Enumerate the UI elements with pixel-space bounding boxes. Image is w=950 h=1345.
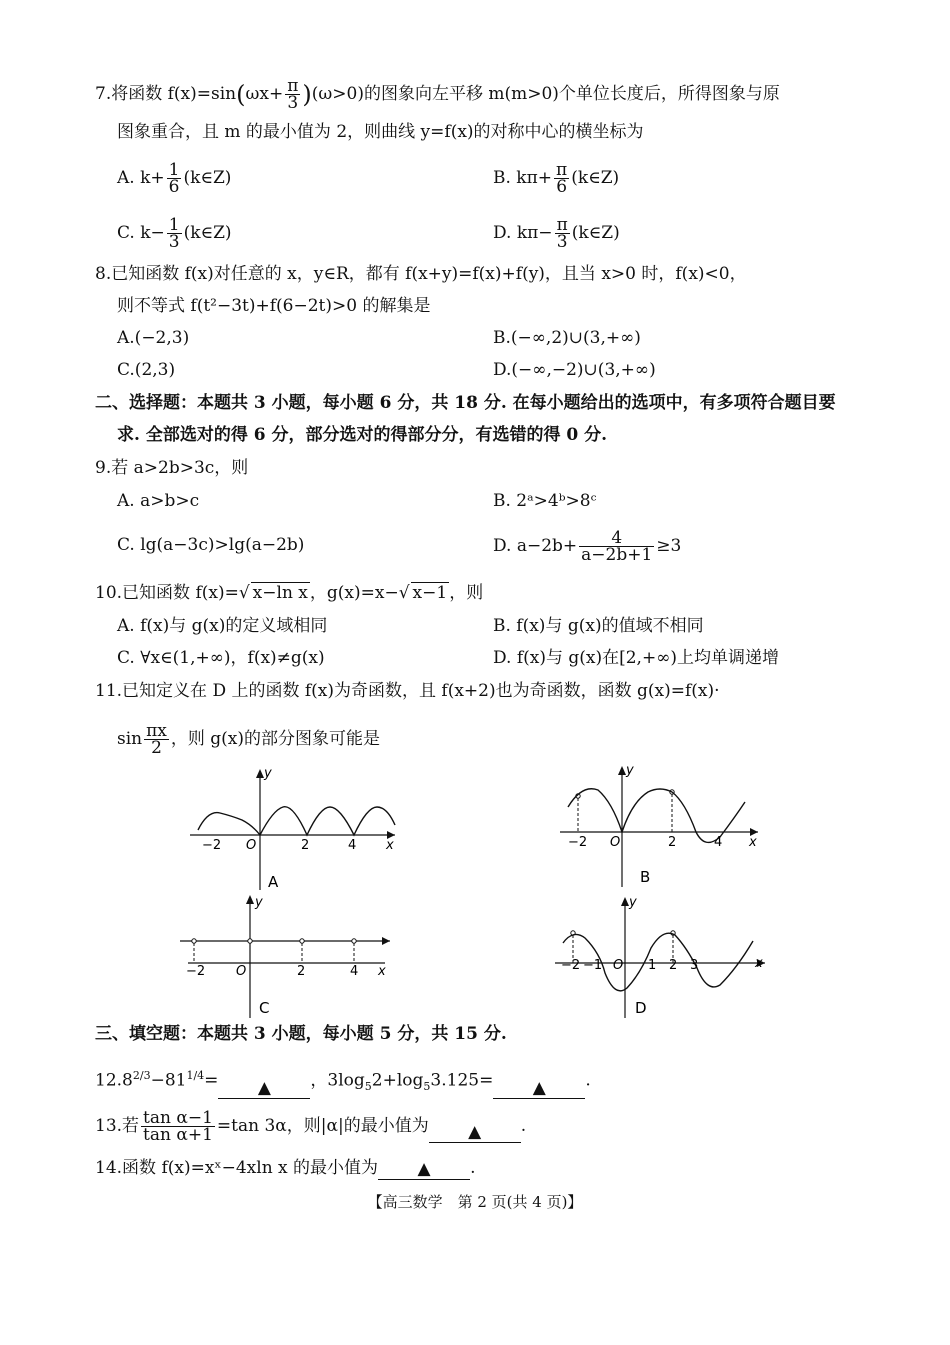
origin-label: O bbox=[610, 835, 621, 850]
triangle-marker-icon: ▲ bbox=[468, 1122, 482, 1142]
q7-option-b: B. kπ+ $\frac{\pi}{6}$ (k∈Z) bbox=[493, 160, 620, 197]
x-label: x bbox=[378, 964, 386, 979]
q10-option-b: B. f(x)与 g(x)的值域不相同 bbox=[493, 616, 704, 636]
fraction: $\frac{1}{3}$ bbox=[168, 215, 180, 252]
q12-stem: $12.8^{2/3}-81^{1/4}=$ ▲ ，$3\log_52+\log_53.125=$ ▲ . bbox=[95, 1069, 591, 1099]
q7-text: 7.将函数 f(x)=sin bbox=[95, 84, 237, 104]
q7-text: (ω>0)的图象向左平移 m(m>0)个单位长度后，所得图象与原 bbox=[311, 84, 780, 104]
q9-option-c: C. lg(a−3c)>lg(a−2b) bbox=[117, 535, 305, 555]
q8-stem-line1: 8.已知函数 f(x)对任意的 x，y∈R，都有 f(x+y)=f(x)+f(y)，且当 x>0 时，f(x)<0， bbox=[95, 264, 747, 284]
q7-stem-line1: 7.将函数 f(x)=sin(ωx+ $\frac{\pi}{3}$ )(ω>0)的图象向左平移 m(m>0)个单位长度后，所得图象与原 bbox=[95, 76, 780, 113]
tick-label: 2 bbox=[669, 958, 678, 973]
q14-stem: 14.函数 f(x)=xˣ−4xln x 的最小值为 ▲ . bbox=[95, 1158, 476, 1179]
tick-label: 4 bbox=[348, 838, 357, 853]
curve bbox=[198, 807, 395, 835]
fraction: $\frac{\pi x}{2}$ bbox=[146, 721, 167, 758]
y-axis-arrow bbox=[256, 769, 264, 778]
q8-option-a: A.(−2,3) bbox=[117, 328, 190, 348]
graph-a bbox=[190, 765, 410, 895]
q9-stem: 9.若 a>2b>3c，则 bbox=[95, 458, 249, 478]
fraction: $\frac{\text{tan α−1}}{\text{tan α+1}}$ bbox=[143, 1108, 213, 1145]
q10-stem: 10.已知函数 f(x)=√ x−ln x ，g(x)=x−√ x−1 ，则 bbox=[95, 583, 484, 603]
triangle-marker-icon: ▲ bbox=[532, 1078, 546, 1099]
point-marker bbox=[192, 939, 196, 943]
y-label: y bbox=[264, 766, 272, 781]
q8-option-c: C.(2,3) bbox=[117, 360, 176, 380]
q11-stem-line2: sin $\frac{\pi x}{2}$ ，则 g(x)的部分图象可能是 bbox=[117, 721, 381, 758]
q8-option-d: D.(−∞,−2)∪(3,+∞) bbox=[493, 360, 656, 380]
tick-label: 1 bbox=[648, 958, 657, 973]
fraction: $\frac{4}{a-2b+1}$ bbox=[581, 528, 653, 565]
triangle-marker-icon: ▲ bbox=[257, 1078, 271, 1099]
tick-label: −2 bbox=[202, 838, 222, 853]
section3-heading: 三、填空题：本题共 3 小题，每小题 5 分，共 15 分. bbox=[95, 1024, 507, 1044]
x-axis-arrow bbox=[382, 937, 390, 945]
y-label: y bbox=[629, 895, 637, 910]
q8-stem-line2: 则不等式 f(t²−3t)+f(6−2t)>0 的解集是 bbox=[117, 296, 431, 316]
graph-b bbox=[560, 762, 770, 892]
answer-blank[interactable] bbox=[378, 1159, 470, 1180]
answer-blank[interactable] bbox=[429, 1122, 521, 1143]
graph-caption: B bbox=[640, 868, 651, 886]
tick-label: 4 bbox=[350, 964, 359, 979]
point-marker bbox=[248, 939, 252, 943]
x-label: x bbox=[755, 956, 763, 971]
sqrt-expression: x−1 bbox=[412, 583, 448, 603]
origin-label: O bbox=[613, 958, 624, 973]
q7-option-c: C. k− $\frac{1}{3}$ (k∈Z) bbox=[117, 215, 232, 252]
graph-c bbox=[180, 893, 400, 1023]
tick-label: 3 bbox=[690, 958, 699, 973]
q7-option-a: A. k+ $\frac{1}{6}$ (k∈Z) bbox=[117, 160, 232, 197]
fraction: $\frac{\pi}{6}$ bbox=[556, 160, 568, 197]
tick-label: −2 bbox=[561, 958, 581, 973]
section2-heading-line2: 求. 全部选对的得 6 分，部分选对的得部分分，有选错的得 0 分. bbox=[117, 425, 608, 445]
y-axis-arrow bbox=[246, 895, 254, 904]
answer-blank-1[interactable] bbox=[218, 1078, 310, 1099]
tick-label: 2 bbox=[301, 838, 310, 853]
triangle-marker-icon: ▲ bbox=[417, 1159, 431, 1179]
fraction: $\frac{\pi}{3}$ bbox=[556, 215, 568, 252]
answer-blank-2[interactable] bbox=[493, 1078, 585, 1099]
tick-label: −2 bbox=[186, 964, 206, 979]
tick-label: 2 bbox=[668, 835, 677, 850]
origin-label: O bbox=[246, 838, 257, 853]
q7-option-d: D. kπ− $\frac{\pi}{3}$ (k∈Z) bbox=[493, 215, 620, 252]
y-axis-arrow bbox=[621, 897, 629, 906]
tick-label: 2 bbox=[297, 964, 306, 979]
x-label: x bbox=[749, 835, 757, 850]
q10-option-c: C. ∀x∈(1,+∞)，f(x)≠g(x) bbox=[117, 648, 325, 668]
fraction: $\frac{1}{6}$ bbox=[168, 160, 180, 197]
q10-option-d: D. f(x)与 g(x)在[2,+∞)上均单调递增 bbox=[493, 648, 780, 668]
q7-text: ωx+ bbox=[245, 84, 284, 104]
q11-stem-line1: 11.已知定义在 D 上的函数 f(x)为奇函数，且 f(x+2)也为奇函数，函数 g(x)=f(x)· bbox=[95, 681, 720, 701]
q8-option-b: B.(−∞,2)∪(3,+∞) bbox=[493, 328, 641, 348]
origin-label: O bbox=[236, 964, 247, 979]
fraction: $\frac{\pi}{3}$ bbox=[287, 76, 299, 113]
x-label: x bbox=[386, 838, 394, 853]
q9-option-d: D. a−2b+ $\frac{4}{a-2b+1}$ ≥3 bbox=[493, 528, 682, 565]
y-label: y bbox=[626, 763, 634, 778]
q10-option-a: A. f(x)与 g(x)的定义域相同 bbox=[117, 616, 328, 636]
tick-label: −1 bbox=[583, 958, 603, 973]
page-footer: 【高三数学 第 2 页(共 4 页)】 bbox=[367, 1193, 583, 1211]
point-marker bbox=[352, 939, 356, 943]
y-label: y bbox=[255, 895, 263, 910]
graph-caption: D bbox=[635, 999, 647, 1017]
graph-caption: A bbox=[268, 873, 279, 891]
q9-option-b: B. 2ᵃ>4ᵇ>8ᶜ bbox=[493, 491, 597, 511]
tick-label: −2 bbox=[568, 835, 588, 850]
tick-label: 4 bbox=[714, 835, 723, 850]
y-axis-arrow bbox=[618, 766, 626, 775]
point-marker bbox=[300, 939, 304, 943]
q13-stem: 13.若 $\frac{\text{tan α−1}}{\text{tan α+1}}$ =tan 3α，则|α|的最小值为 ▲ . bbox=[95, 1108, 527, 1145]
graph-d bbox=[555, 893, 780, 1023]
q7-stem-line2: 图象重合，且 m 的最小值为 2，则曲线 y=f(x)的对称中心的横坐标为 bbox=[117, 122, 644, 142]
graph-caption: C bbox=[259, 999, 270, 1017]
q9-option-a: A. a>b>c bbox=[117, 491, 200, 511]
sqrt-expression: x−ln x bbox=[252, 583, 308, 603]
section2-heading-line1: 二、选择题：本题共 3 小题，每小题 6 分，共 18 分. 在每小题给出的选项中，有多项符合题目要 bbox=[95, 393, 836, 413]
